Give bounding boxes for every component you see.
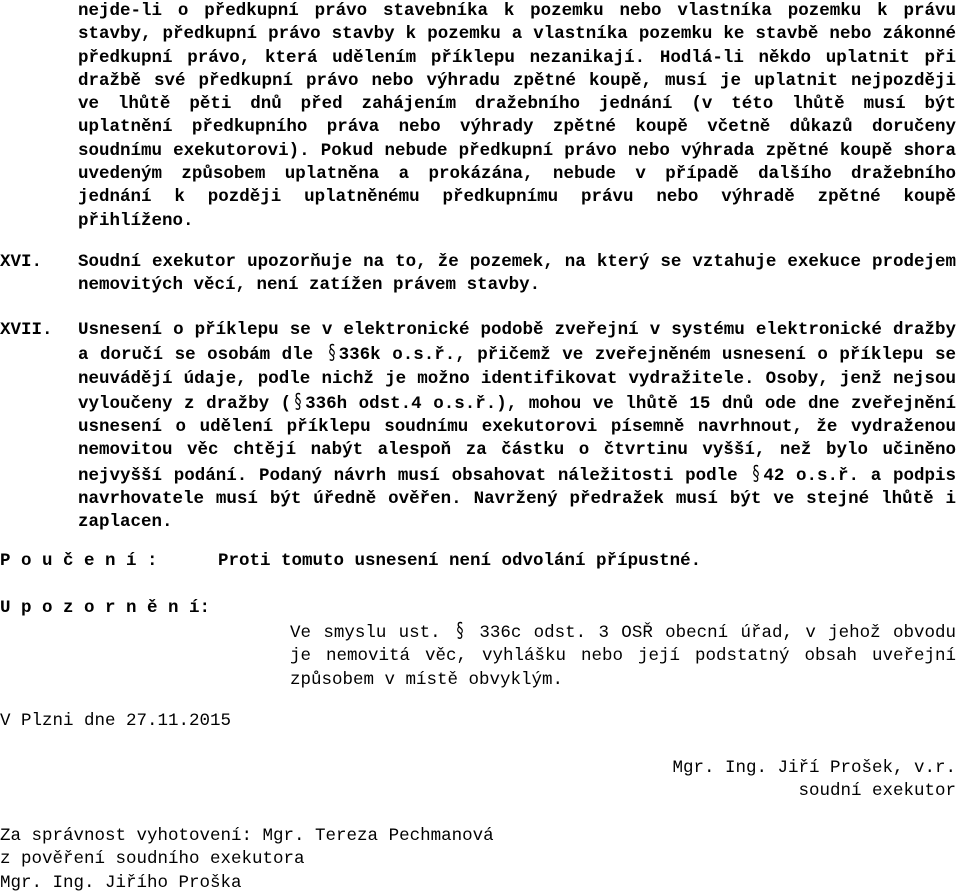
section-number: XVII.: [0, 320, 53, 340]
paragraph-continuation: nejde-li o předkupní právo stavebníka k pozemku nebo vlastníka pozemku k právu stavby, předkupní právo stavby k pozemku a vlastníka pozemku ke stavbě nebo zákonné předkupní právo, která udělením příklepu nezanikají. Hodlá-li někdo uplatnit při dražbě své předkupní právo nebo výhradu zpětné koupě, musí je uplatnit nejpozději ve lhůtě pěti dnů před zahájením dražebního jednání (v této lhůtě musí být uplatnění předkupního práva nebo výhrady zpětné koupě včetně důkazů doručeny soudnímu exekutorovi). Pokud nebude předkupní právo nebo výhrada zpětné koupě shora uvedeným způsobem uplatněna a prokázána, nebude v případě dalšího dražebního jednání k později uplatněnému předkupnímu právu nebo výhradě zpětné koupě přihlíženo.: [78, 1, 956, 231]
text-fragment: Usnesení o příklepu se v elektronické podobě zveřejní v systému elektronické dražby a doručí se osobám dle: [78, 320, 956, 366]
law-reference: 42 o.s.ř.: [763, 465, 860, 486]
section-number: XVI.: [0, 252, 43, 272]
text-fragment: ), mohou ve lhůtě 15 dnů ode dne zveřejnění usnesení o udělení příklepu soudnímu exekutorovi písemně navrhnout, že vydraženou nemovitou věc chtějí nabýt alespoň za částku o čtvrtinu vyšší, než bylo učiněno nejvyšší podání. Podaný návrh musí obsahovat náležitosti podle: [78, 393, 957, 486]
text-fragment: a podpis navrhovatele musí být úředně ověřen. Navržený předražek musí být ve stejné lhůtě i zaplacen.: [78, 465, 956, 533]
section-sign-icon: §: [456, 618, 464, 642]
section-xvi-text: Soudní exekutor upozorňuje na to, že pozemek, na který se vztahuje exekuce prodejem nemovitých věcí, není zatížen právem stavby.: [78, 252, 956, 296]
certification-line: Za správnost vyhotovení: Mgr. Tereza Pechmanová: [0, 826, 494, 846]
place-date: V Plzni dne 27.11.2015: [0, 711, 232, 731]
section-xvii: [0, 319, 956, 535]
section-sign-icon: §: [328, 340, 336, 365]
section-sign-icon: §: [752, 460, 760, 485]
law-reference: 336h odst.4 o.s.ř.: [305, 393, 497, 414]
pouceni-text: Proti tomuto usnesení není odvolání přípustné.: [218, 551, 702, 571]
section-sign-icon: §: [294, 388, 302, 413]
certification-line: z pověření soudního exekutora: [0, 849, 305, 870]
signature-block: [620, 757, 956, 804]
upozorneni-text: Ve smyslu ust. § 336c odst. 3 OSŘ obecní úřad, v jehož obvodu je nemovitá věc, vyhlášku nebo její podstatný obsah uveřejní způsobem v místě obvyklým.: [290, 618, 956, 690]
upozorneni-label: U p o z o r n ě n í:: [0, 598, 211, 618]
law-reference: 336k o.s.ř.: [338, 345, 456, 366]
signature-title: soudní exekutor: [798, 781, 956, 802]
pouceni-label: P o u č e n í :: [0, 551, 158, 571]
section-xvii-text: [78, 319, 956, 535]
text-fragment: , přičemž ve zveřejněném usnesení o příklepu se neuvádějí údaje, podle nichž je možno identifikovat vydražitele. Osoby, jenž nejsou vyloučeny z dražby (: [78, 345, 956, 414]
section-xvi: [0, 251, 956, 298]
signature-name: Mgr. Ing. Jiří Prošek, v.r.: [672, 758, 956, 778]
certification-block: [0, 825, 494, 895]
certification-line: Mgr. Ing. Jiřího Proška: [0, 872, 242, 893]
